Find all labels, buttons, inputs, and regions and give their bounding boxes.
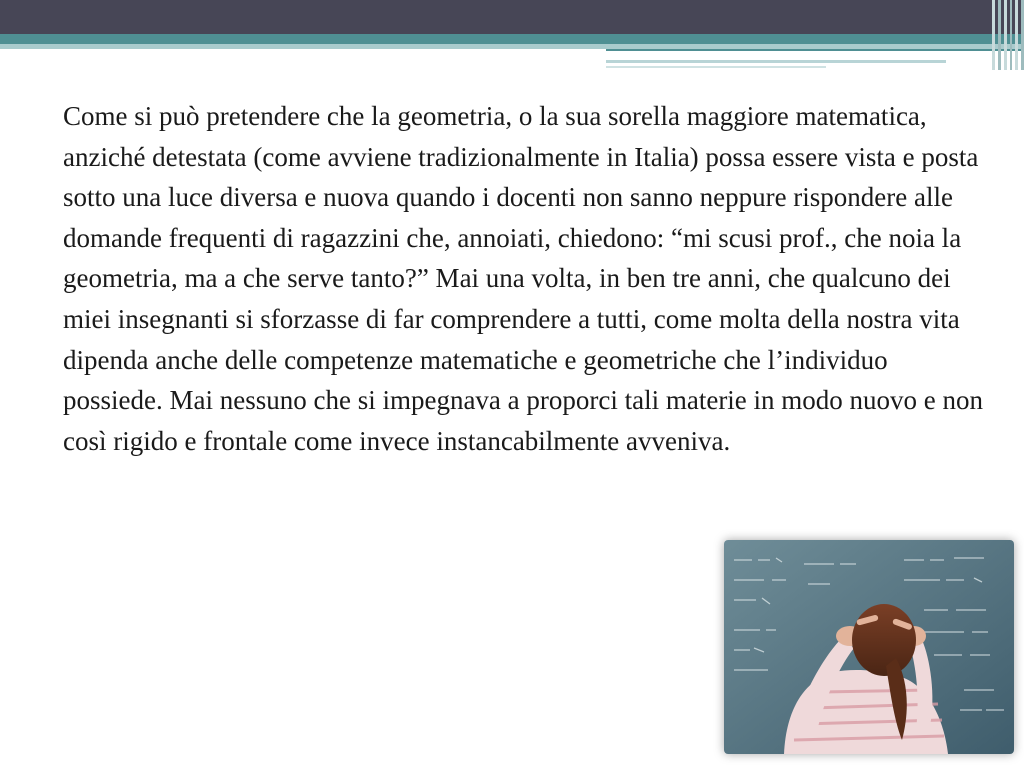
header-vertical-bars [992, 0, 1024, 70]
header-line-decoration-short [606, 66, 826, 68]
header-accent-stripe [0, 34, 1024, 44]
header-band [0, 0, 1024, 34]
chalkboard-photo [724, 540, 1014, 754]
slide-body-text: Come si può pretendere che la geometria, o la sua sorella maggiore matematica, anziché detestata (come avviene tradizionalmente in Italia) possa essere vista e posta sotto una luce diversa e nuova quando i docenti non sanno neppure rispondere alle domande frequenti di ragazzini che, annoiati, chiedono: “mi scusi prof., che noia la geometria, ma a che serve tanto?” Mai una volta, in ben tre anni, che qualcuno dei miei insegnanti si sforzasse di far comprendere a tutti, come molta della nostra vita dipenda anche delle competenze matematiche e geometriche che l’individuo possiede. Mai nessuno che si impegnava a proporci tali materie in modo nuovo e non così rigido e frontale come invece instancabilmente avveniva. [63, 101, 984, 456]
header-line-decoration [606, 60, 946, 63]
